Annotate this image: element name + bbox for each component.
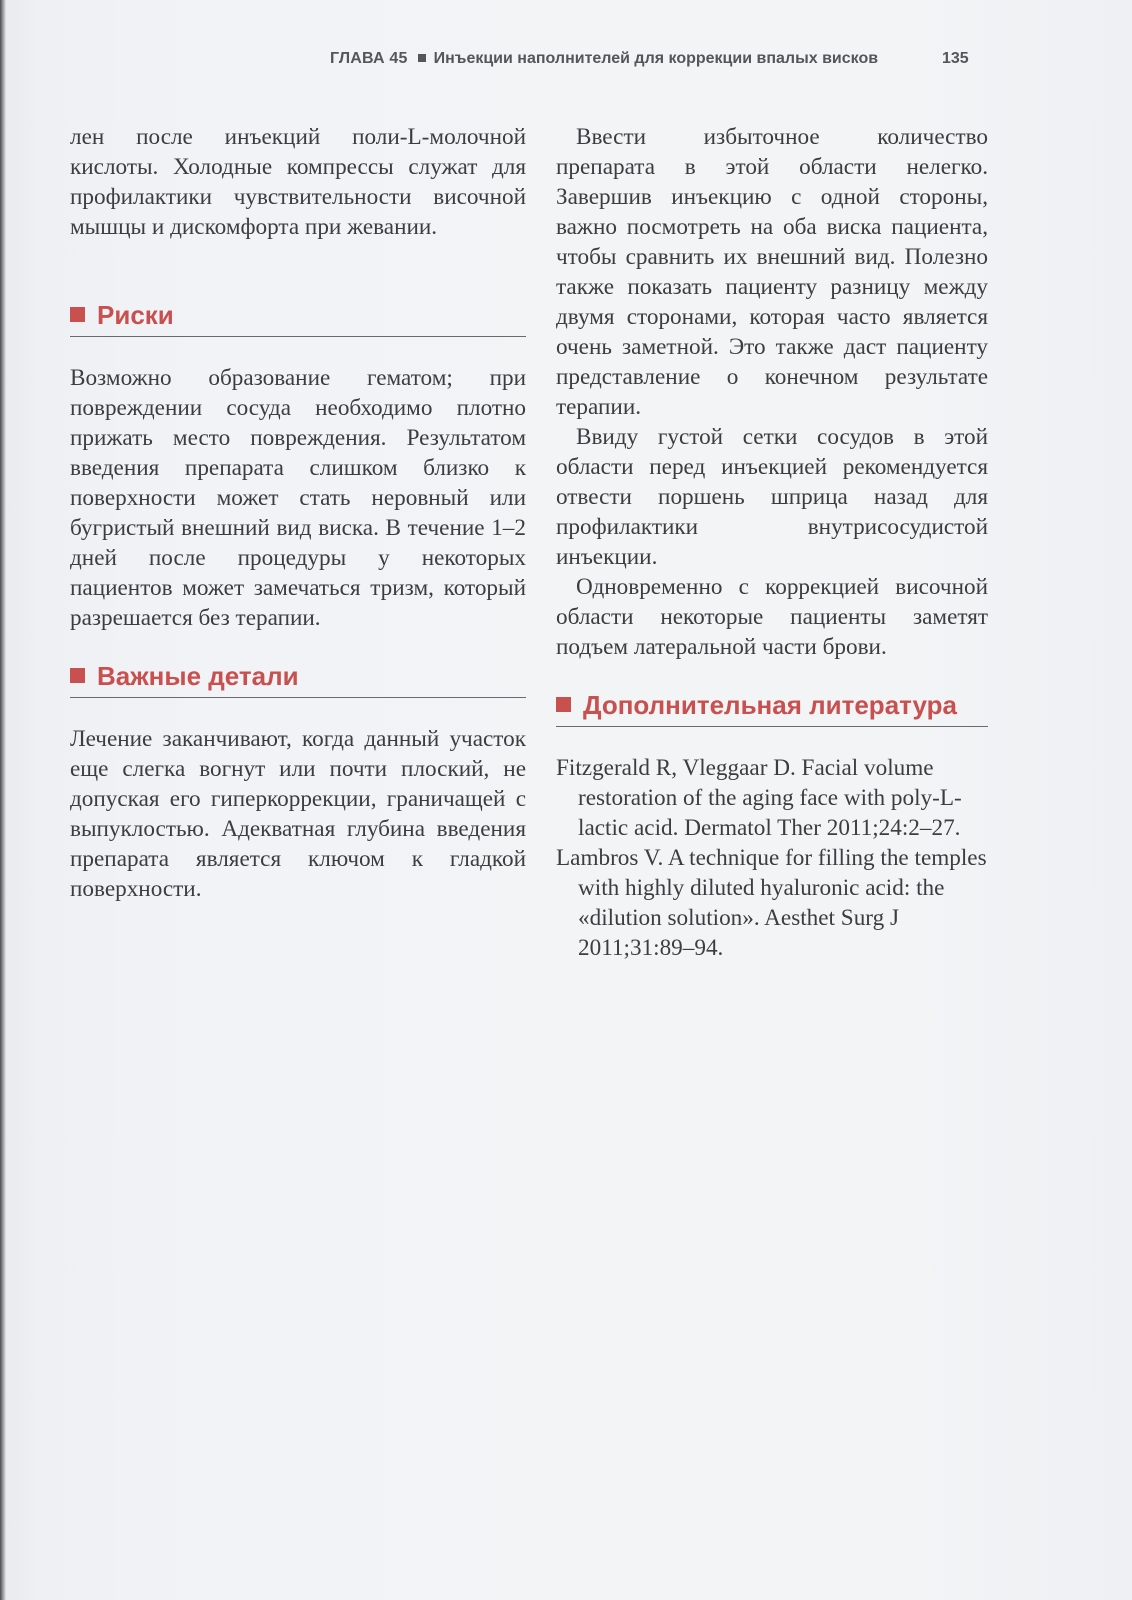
chapter-title: Инъекции наполнителей для коррекции впалых висков	[433, 50, 879, 67]
section-heading-further-reading	[556, 690, 988, 727]
reference-entry: Fitzgerald R, Vleggaar D. Facial volume restoration of the aging face with poly-L-lactic acid. Dermatol Ther 2011;24:2–27.	[556, 755, 962, 841]
section-heading-risks	[70, 300, 526, 337]
chapter-label: ГЛАВА 45	[330, 50, 408, 67]
section-heading-text: Риски	[97, 300, 174, 330]
running-header	[330, 50, 990, 68]
square-bullet-icon	[70, 668, 85, 683]
right-column	[556, 122, 988, 963]
page-spine-shadow	[0, 0, 6, 1600]
square-bullet-icon	[556, 697, 571, 712]
square-bullet-icon	[70, 307, 85, 322]
intro-paragraph: лен после инъекций поли-L-молочной кислоты. Холодные компрессы служат для профилактики чувствительности височной мышцы и дискомфорта при жевании.	[70, 124, 526, 240]
body-paragraph: Ввести избыточное количество препарата в этой области нелегко. Завершив инъекцию с одной стороны, важно посмотреть на оба виска пациента, чтобы сравнить их внешний вид. Полезно также показать пациенту разницу между двумя сторонами, которая часто является очень заметной. Это также даст пациенту представление о конечном результате терапии.	[556, 124, 988, 420]
square-bullet-icon	[418, 54, 426, 62]
reference-entry: Lambros V. A technique for filling the temples with highly diluted hyaluronic acid: the «dilution solution». Aesthet Surg J 2011;31:89–94.	[556, 845, 987, 961]
risks-paragraph: Возможно образование гематом; при повреждении сосуда необходимо плотно прижать место повреждения. Результатом введения препарата слишком близко к поверхности может стать неровный или бугристый внешний вид виска. В течение 1–2 дней после процедуры у некоторых пациентов может замечаться тризм, который разрешается без терапии.	[70, 365, 526, 631]
page-number: 135	[942, 50, 969, 67]
body-paragraph: Одновременно с коррекцией височной области некоторые пациенты заметят подъем латеральной части брови.	[556, 574, 988, 660]
body-paragraph: Ввиду густой сетки сосудов в этой области перед инъекцией рекомендуется отвести поршень шприца назад для профилактики внутрисосудистой инъекции.	[556, 424, 988, 570]
section-heading-important-details	[70, 661, 526, 698]
section-heading-text: Важные детали	[97, 661, 299, 691]
important-details-paragraph: Лечение заканчивают, когда данный участок еще слегка вогнут или почти плоский, не допуская его гиперкоррекции, граничащей с выпуклостью. Адекватная глубина введения препарата является ключом к гладкой поверхности.	[70, 726, 526, 902]
section-heading-text: Дополнительная литература	[583, 690, 957, 720]
left-column	[70, 122, 526, 904]
